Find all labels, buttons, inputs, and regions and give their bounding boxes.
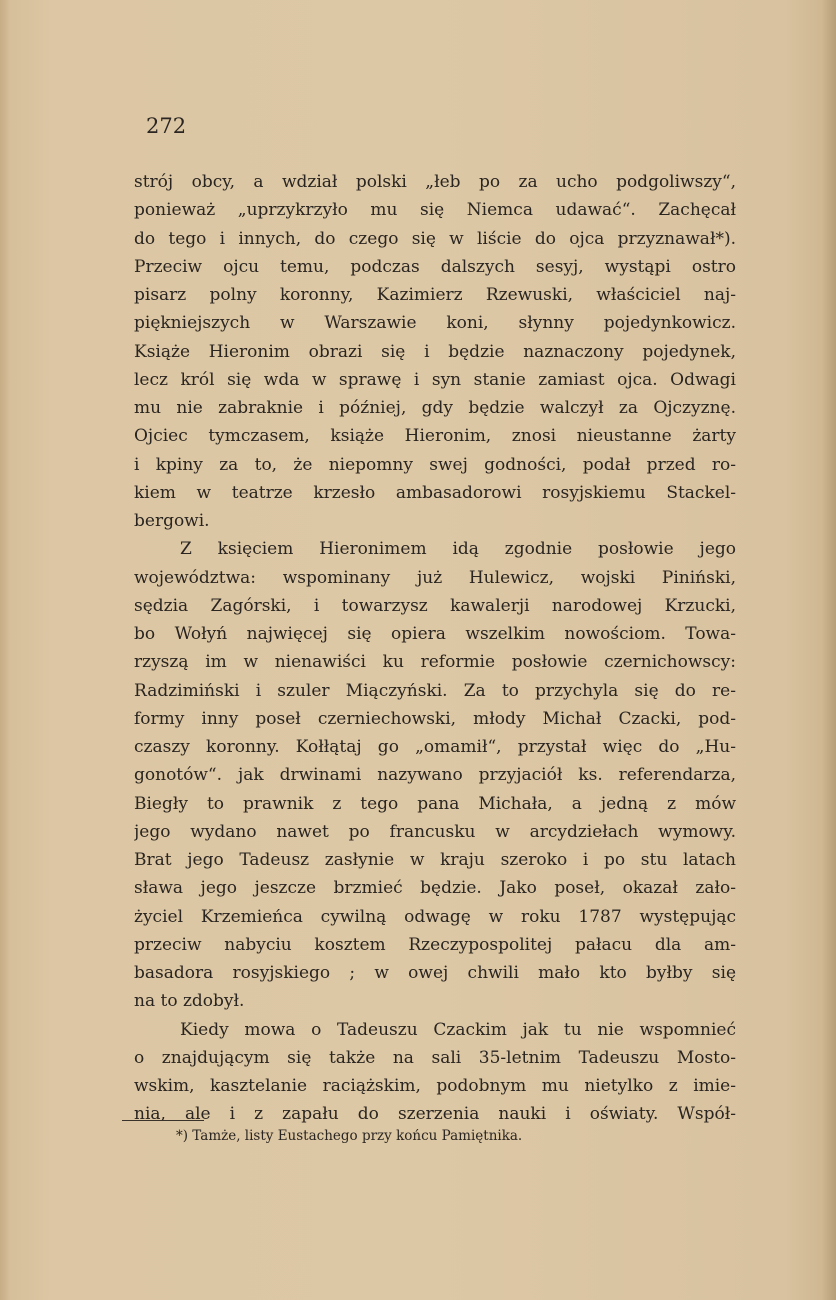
text-line: na to zdobył.	[134, 991, 245, 1012]
text-line: życiel Krzemieńca cywilną odwagę w roku 1787 występując	[134, 906, 736, 927]
text-line: jego wydano nawet po francusku w arcydziełach wymowy.	[134, 821, 736, 842]
text-line: basadora rosyjskiego ; w owej chwili mało kto byłby się	[134, 963, 736, 983]
text-line: Książe Hieronim obrazi się i będzie naznaczony pojedynek,	[134, 341, 736, 362]
body-text	[134, 168, 736, 1129]
text-line: sędzia Zagórski, i towarzysz kawalerji narodowej Krzucki,	[134, 595, 736, 616]
text-line: piękniejszych w Warszawie koni, słynny pojedynkowicz.	[134, 313, 736, 334]
text-line: Biegły to prawnik z tego pana Michała, a jedną z mów	[134, 793, 736, 814]
text-line: o znajdującym się także na sali 35-letnim Tadeuszu Mosto-	[134, 1047, 736, 1068]
text-line: i kpiny za to, że niepomny swej godności, podał przed ro-	[134, 454, 736, 475]
text-line: lecz król się wda w sprawę i syn stanie zamiast ojca. Odwagi	[134, 369, 736, 390]
text-line: sława jego jeszcze brzmieć będzie. Jako poseł, okazał zało-	[134, 878, 736, 899]
text-line: Brat jego Tadeusz zasłynie w kraju szeroko i po stu latach	[134, 850, 736, 870]
page-edge-right	[822, 0, 836, 1300]
text-line: pisarz polny koronny, Kazimierz Rzewuski, właściciel naj-	[134, 285, 736, 305]
text-line: Ojciec tymczasem, książe Hieronim, znosi nieustanne żarty	[134, 426, 736, 447]
text-line: województwa: wspominany już Hulewicz, wojski Piniński,	[134, 567, 736, 588]
text-line: strój obcy, a wdział polski „łeb po za ucho podgoliwszy“,	[134, 172, 736, 192]
text-line: Przeciw ojcu temu, podczas dalszych sesyj, wystąpi ostro	[134, 256, 736, 277]
footnote-divider	[122, 1120, 204, 1121]
text-line: formy inny poseł czerniechowski, młody Michał Czacki, pod-	[134, 708, 736, 729]
text-line: nia, ale i z zapału do szerzenia nauki i oświaty. Współ-	[134, 1104, 736, 1125]
text-line: przeciw nabyciu kosztem Rzeczypospolitej pałacu dla am-	[134, 934, 736, 955]
text-line: kiem w teatrze krzesło ambasadorowi rosyjskiemu Stackel-	[134, 482, 736, 503]
text-line: wskim, kasztelanie raciążskim, podobnym mu nietylko z imie-	[134, 1076, 736, 1096]
text-line: rzyszą im w nienawiści ku reformie posłowie czernichowscy:	[134, 652, 736, 673]
text-line: Z księciem Hieronimem idą zgodnie posłowie jego	[180, 539, 736, 560]
footnote: *) Tamże, listy Eustachego przy końcu Pamiętnika.	[176, 1128, 523, 1144]
text-line: do tego i innych, do czego się w liście do ojca przyznawał*).	[134, 228, 736, 249]
text-line: mu nie zabraknie i później, gdy będzie walczył za Ojczyznę.	[134, 398, 736, 418]
text-line: gonotów“. jak drwinami nazywano przyjaciół ks. referendarza,	[134, 765, 736, 786]
page-edge-left	[0, 0, 10, 1300]
text-line: czaszy koronny. Kołłątaj go „omamił“, przystał więc do „Hu-	[134, 737, 736, 757]
text-line: Radzimiński i szuler Miączyński. Za to przychyla się do re-	[134, 680, 736, 701]
text-line: bo Wołyń najwięcej się opiera wszelkim nowościom. Towa-	[134, 624, 736, 644]
text-line: bergowi.	[134, 511, 210, 531]
page-number: 272	[146, 114, 187, 138]
text-line: Kiedy mowa o Tadeuszu Czackim jak tu nie wspomnieć	[180, 1019, 736, 1040]
text-line: ponieważ „uprzykrzyło mu się Niemca udawać“. Zachęcał	[134, 200, 736, 221]
